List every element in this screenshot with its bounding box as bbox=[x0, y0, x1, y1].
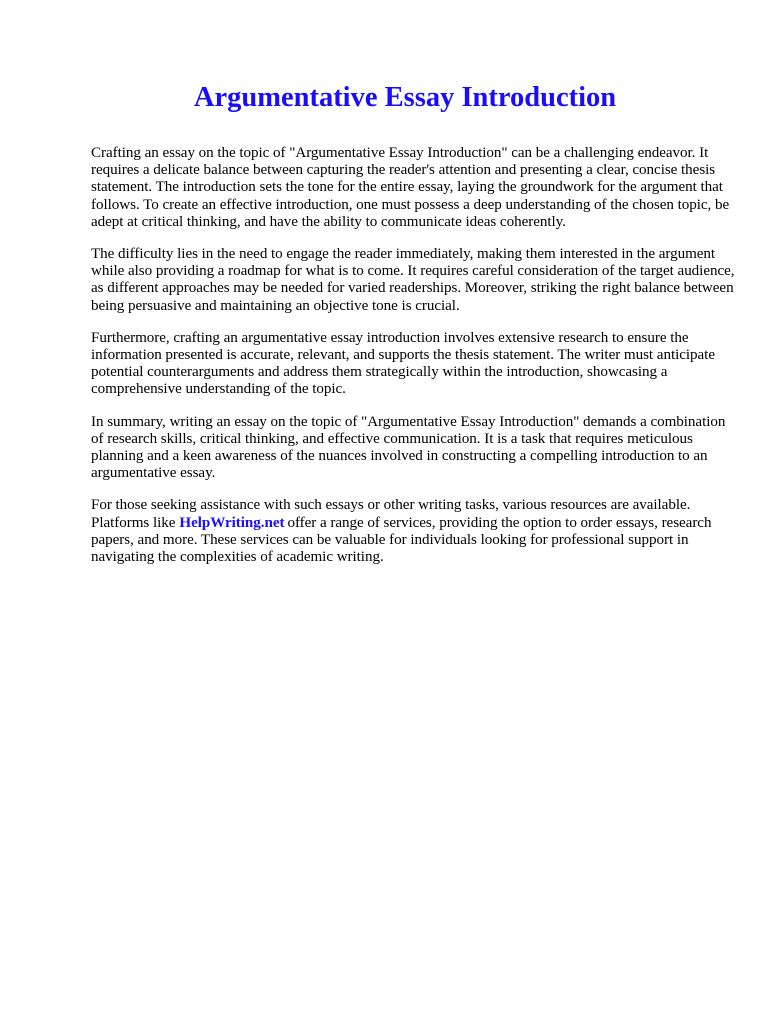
document-body bbox=[91, 145, 736, 581]
paragraph-1: Crafting an essay on the topic of "Argumentative Essay Introduction" can be a challenging endeavor. It requires a delicate balance between capturing the reader's attention and presenting a clear, concise thesis statement. The introduction sets the tone for the entire essay, laying the groundwork for the argument that follows. To create an effective introduction, one must possess a deep understanding of the chosen topic, be adept at critical thinking, and have the ability to communicate ideas coherently. bbox=[91, 145, 730, 230]
document-title: Argumentative Essay Introduction bbox=[193, 82, 617, 113]
paragraph-5-after-link: offer a range of services, providing the option to order essays, research papers, and more. These services can be valuable for individuals looking for professional support in navigating the complexities of academic writing. bbox=[91, 514, 712, 566]
paragraph-5-before-link: For those seeking assistance with such essays or other writing tasks, various resources are available. Platforms like bbox=[91, 497, 691, 531]
helpwriting-link[interactable]: HelpWriting.net bbox=[179, 514, 285, 531]
paragraph-2: The difficulty lies in the need to engage the reader immediately, making them interested in the argument while also providing a roadmap for what is to come. It requires careful consideration of the target audience, as different approaches may be needed for varied readerships. Moreover, striking the right balance between being persuasive and maintaining an objective tone is crucial. bbox=[91, 246, 735, 314]
paragraph-5 bbox=[91, 497, 736, 566]
paragraph-4: In summary, writing an essay on the topic of "Argumentative Essay Introduction" demands a combination of research skills, critical thinking, and effective communication. It is a task that requires meticulous planning and a keen awareness of the nuances involved in constructing a compelling introduction to an argumentative essay. bbox=[91, 413, 726, 482]
paragraph-3: Furthermore, crafting an argumentative essay introduction involves extensive research to ensure the information presented is accurate, relevant, and supports the thesis statement. The writer must anticipate potential counterarguments and address them strategically within the introduction, showcasing a comprehensive understanding of the topic. bbox=[91, 329, 715, 398]
